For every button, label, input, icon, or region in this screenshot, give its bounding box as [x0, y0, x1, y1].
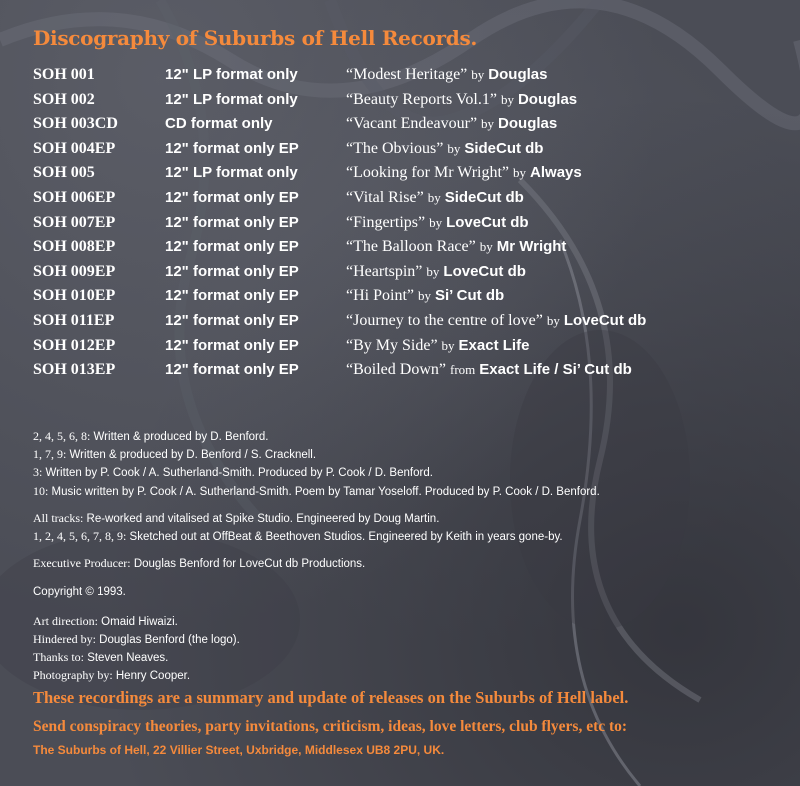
- catalog-number: SOH 013EP: [33, 361, 116, 379]
- release-connector: by: [479, 239, 493, 255]
- staff-line: Photography by: Henry Cooper.: [33, 668, 191, 683]
- discography-title: Discography of Suburbs of Hell Records.: [33, 26, 478, 50]
- catalog-number: SOH 001: [33, 66, 95, 83]
- release-format: 12" format only EP: [165, 311, 299, 329]
- catalog-number: SOH 009EP: [33, 262, 116, 280]
- release-connector: by: [447, 140, 461, 156]
- contact-invitation: Send conspiracy theories, party invitations, criticism, ideas, love letters, club flyers, etc to:: [33, 718, 628, 735]
- release-artist: Mr Wright: [496, 238, 567, 256]
- release-artist: SideCut db: [444, 188, 524, 206]
- executive-producer-line: Executive Producer: Douglas Benford for LoveCut db Productions.: [33, 556, 366, 571]
- release-connector: by: [429, 214, 443, 230]
- release-artist: LoveCut db: [446, 213, 529, 231]
- release-connector: by: [500, 91, 514, 107]
- release-format: 12" LP format only: [165, 90, 298, 108]
- release-format: CD format only: [165, 115, 273, 133]
- credit-line: 10: Music written by P. Cook / A. Sutherland-Smith. Poem by Tamar Yoseloff. Produced by P. Cook / D. Benford.: [33, 483, 600, 498]
- release-title-line: [346, 214, 529, 232]
- release-format: 12" format only EP: [165, 361, 299, 379]
- release-title: “Beauty Reports Vol.1”: [346, 90, 497, 108]
- release-format: 12" format only EP: [165, 262, 299, 280]
- studio-line: All tracks: Re-worked and vitalised at Spike Studio. Engineered by Doug Martin.: [33, 510, 440, 525]
- release-row: [33, 138, 793, 163]
- release-artist: Always: [530, 164, 582, 182]
- release-row: [33, 335, 793, 360]
- release-format: 12" format only EP: [165, 336, 299, 354]
- release-title: “Vacant Endeavour”: [346, 115, 478, 133]
- release-format: 12" format only EP: [165, 188, 299, 206]
- release-connector: by: [513, 165, 527, 181]
- catalog-number: SOH 002: [33, 90, 95, 108]
- catalog-number: SOH 011EP: [33, 311, 115, 329]
- release-connector: by: [427, 189, 441, 205]
- release-row: [33, 89, 793, 114]
- release-artist: Exact Life / Si’ Cut db: [479, 361, 632, 379]
- credit-line: 2, 4, 5, 6, 8: Written & produced by D. Benford.: [33, 429, 269, 443]
- credit-line: 1, 7, 9: Written & produced by D. Benford / S. Cracknell.: [33, 447, 317, 462]
- release-title: “Hi Point”: [346, 287, 414, 305]
- catalog-number: SOH 006EP: [33, 188, 116, 206]
- release-title-line: [346, 164, 582, 182]
- release-connector: by: [418, 288, 431, 304]
- release-title-line: [346, 91, 577, 109]
- release-title-line: [346, 263, 526, 281]
- credits-block: [33, 428, 793, 685]
- release-artist: Douglas: [517, 90, 578, 108]
- release-connector: by: [441, 337, 455, 353]
- release-title: “The Balloon Race”: [346, 238, 476, 256]
- release-artist: LoveCut db: [563, 311, 647, 329]
- release-title: “Journey to the centre of love”: [346, 311, 543, 329]
- release-title: “The Obvious”: [346, 139, 444, 157]
- studio-line: 1, 2, 4, 5, 6, 7, 8, 9: Sketched out at OffBeat & Beethoven Studios. Engineered by Keith in years gone-by.: [33, 529, 563, 544]
- release-title-line: [346, 66, 547, 84]
- catalog-number: SOH 005: [33, 164, 95, 182]
- release-format: 12" format only EP: [165, 213, 299, 231]
- release-row: [33, 64, 793, 89]
- credit-line: 3: Written by P. Cook / A. Sutherland-Smith. Produced by P. Cook / D. Benford.: [33, 465, 433, 480]
- copyright-line: Copyright © 1993.: [33, 586, 126, 599]
- release-title-line: [346, 337, 529, 355]
- staff-line: Hindered by: Douglas Benford (the logo).: [33, 631, 240, 646]
- release-format: 12" format only EP: [165, 287, 299, 305]
- catalog-number: SOH 012EP: [33, 336, 116, 354]
- release-title-line: [346, 115, 557, 133]
- release-row: [33, 212, 793, 237]
- release-artist: Douglas: [488, 66, 548, 83]
- release-connector: from: [449, 362, 476, 378]
- release-row: [33, 187, 793, 212]
- catalog-number: SOH 010EP: [33, 287, 116, 305]
- release-list: [33, 64, 793, 384]
- release-artist: LoveCut db: [443, 262, 526, 280]
- release-artist: Exact Life: [458, 336, 530, 354]
- release-connector: by: [546, 312, 560, 328]
- release-title-line: [346, 238, 566, 256]
- release-row: [33, 310, 793, 335]
- release-format: 12" LP format only: [165, 66, 298, 83]
- release-format: 12" format only EP: [165, 139, 299, 157]
- release-row: [33, 359, 793, 384]
- release-connector: by: [426, 263, 440, 279]
- catalog-number: SOH 003CD: [33, 115, 118, 133]
- release-title-line: [346, 287, 504, 305]
- release-title: “Fingertips”: [346, 213, 426, 231]
- release-row: [33, 113, 793, 138]
- staff-line: Thanks to: Steven Neaves.: [33, 650, 169, 665]
- release-title-line: [346, 189, 524, 207]
- release-row: [33, 162, 793, 187]
- release-format: 12" LP format only: [165, 164, 298, 182]
- release-title: “Modest Heritage”: [346, 66, 468, 83]
- release-title: “Vital Rise”: [346, 188, 424, 206]
- catalog-number: SOH 008EP: [33, 238, 116, 256]
- release-title: “Boiled Down”: [346, 361, 446, 379]
- catalog-number: SOH 004EP: [33, 139, 116, 157]
- release-artist: SideCut db: [464, 139, 544, 157]
- release-connector: by: [471, 67, 485, 82]
- release-artist: Douglas: [498, 115, 558, 133]
- release-title-line: [346, 361, 632, 379]
- release-format: 12" format only EP: [165, 238, 299, 256]
- release-title: “By My Side”: [346, 336, 438, 354]
- summary-statement: These recordings are a summary and update of releases on the Suburbs of Hell label.: [33, 688, 629, 707]
- staff-line: Art direction: Omaid Hiwaizi.: [33, 613, 178, 628]
- release-connector: by: [481, 116, 495, 132]
- release-title: “Heartspin”: [346, 262, 423, 280]
- release-row: [33, 236, 793, 261]
- release-title-line: [346, 140, 543, 158]
- release-title-line: [346, 312, 646, 330]
- release-row: [33, 285, 793, 310]
- release-artist: Si’ Cut db: [435, 287, 505, 305]
- release-title: “Looking for Mr Wright”: [346, 164, 510, 182]
- postal-address: The Suburbs of Hell, 22 Villier Street, Uxbridge, Middlesex UB8 2PU, UK.: [33, 743, 445, 757]
- catalog-number: SOH 007EP: [33, 213, 116, 231]
- release-row: [33, 261, 793, 286]
